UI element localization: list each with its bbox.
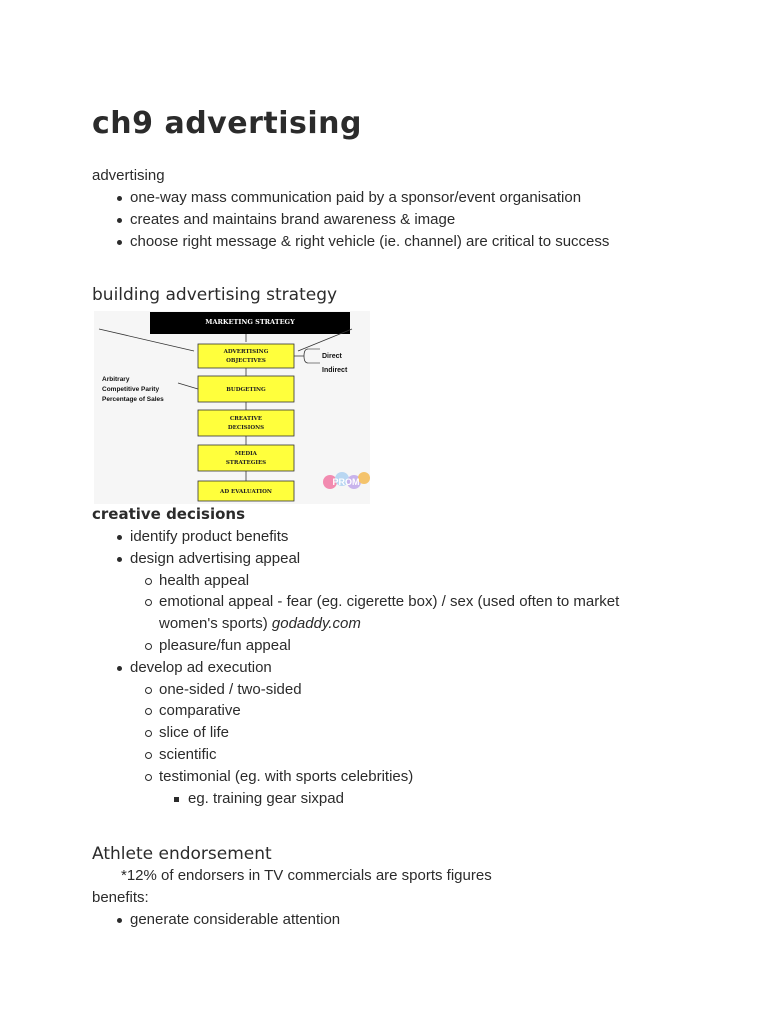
diagram-step-objectives <box>198 344 294 368</box>
svg-text:DECISIONS: DECISIONS <box>227 425 265 431</box>
svg-text:OBJECTIVES: OBJECTIVES <box>226 358 266 364</box>
diagram-option-direct: Direct <box>322 353 342 360</box>
section-heading-strategy: building advertising strategy <box>92 285 338 305</box>
svg-text:ADVERTISING: ADVERTISING <box>223 349 269 355</box>
list-item: testimonial (eg. with sports celebrities) eg. training gear sixpad <box>92 766 732 810</box>
intro-list <box>92 187 732 252</box>
benefits-label: benefits: <box>92 889 149 906</box>
list-item: design advertising appeal health appeal emotional appeal - fear (eg. cigerette box) / sex (used often to market women's sports) godaddy.com pleasure/fun appeal <box>92 548 732 657</box>
svg-text:AD EVALUATION: AD EVALUATION <box>220 489 272 495</box>
diagram-option-indirect: Indirect <box>322 367 348 374</box>
logo-text: PROM <box>332 477 360 487</box>
list-item: identify product benefits <box>92 526 732 548</box>
section-heading-athlete: Athlete endorsement <box>92 844 272 864</box>
list-item: comparative <box>92 700 732 722</box>
diagram-top-label: MARKETING STRATEGY <box>205 318 295 326</box>
athlete-stat: *12% of endorsers in TV commercials are sports figures <box>121 867 492 884</box>
diagram-step-evaluation <box>198 481 294 501</box>
godaddy-link: godaddy.com <box>271 615 361 633</box>
diagram-option-competitive: Competitive Parity <box>102 386 160 393</box>
svg-text:MEDIA: MEDIA <box>235 451 257 457</box>
list-item: pleasure/fun appeal <box>92 635 732 657</box>
list-item: emotional appeal - fear (eg. cigerette box) / sex (used often to market women's sports) godaddy.com <box>92 591 732 635</box>
diagram-option-percentage: Percentage of Sales <box>102 396 164 403</box>
intro-heading: advertising <box>92 167 165 184</box>
advertising-strategy-diagram <box>94 311 370 504</box>
list-item: eg. training gear sixpad <box>92 788 732 810</box>
svg-text:STRATEGIES: STRATEGIES <box>225 460 267 466</box>
list-item: scientific <box>92 744 732 766</box>
diagram-option-arbitrary: Arbitrary <box>102 376 130 383</box>
list-item: health appeal <box>92 570 732 592</box>
list-item: choose right message & right vehicle (ie. channel) are critical to success <box>92 231 732 253</box>
list-item: creates and maintains brand awareness & image <box>92 209 732 231</box>
diagram-step-media <box>198 445 294 471</box>
list-item: slice of life <box>92 722 732 744</box>
page-title: ch9 advertising <box>92 106 362 141</box>
benefits-list <box>92 909 732 931</box>
diagram-step-budgeting <box>198 376 294 402</box>
list-item: one-sided / two-sided <box>92 679 732 701</box>
list-item: develop ad execution one-sided / two-sided comparative slice of life scientific testimonial (eg. with sports celebrities) eg. training gear sixpad <box>92 657 732 810</box>
svg-text:CREATIVE: CREATIVE <box>229 416 263 422</box>
section-heading-creative: creative decisions <box>92 505 245 523</box>
list-item: generate considerable attention <box>92 909 732 931</box>
creative-list <box>92 526 732 809</box>
diagram-step-creative <box>198 410 294 436</box>
svg-text:BUDGETING: BUDGETING <box>226 387 266 393</box>
list-item: one-way mass communication paid by a sponsor/event organisation <box>92 187 732 209</box>
